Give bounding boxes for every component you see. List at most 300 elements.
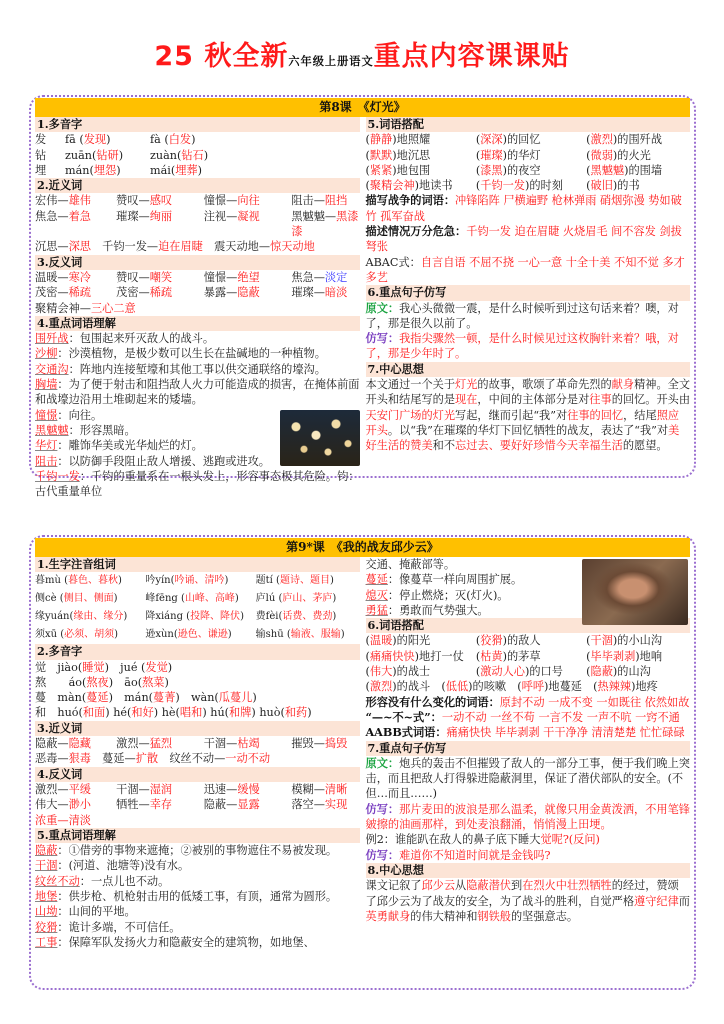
text-segment: 蔓延— (90, 752, 136, 766)
section-heading: 6.词语搭配 (366, 618, 691, 633)
word-cell (116, 736, 204, 751)
answer-text: 稀疏 (149, 286, 173, 300)
text-segment: ) wàn( (175, 691, 219, 705)
text-segment: ) (197, 163, 202, 177)
word-row (35, 209, 360, 240)
key-term: 山坳 (35, 905, 58, 919)
answer-text: 和牌 (229, 706, 252, 720)
text-segment: ( (475, 133, 481, 147)
answer-text: 渺小 (68, 798, 91, 812)
text-segment: ) hè( (153, 706, 180, 720)
word-cell (145, 590, 255, 608)
text-segment: ( (365, 179, 370, 193)
section-heading: 2.近义词 (35, 178, 360, 193)
answer-text: 输液、服输 (290, 629, 341, 641)
text-segment: 干涸— (203, 737, 238, 751)
text-line (366, 878, 691, 924)
text-segment: )地疼 (631, 680, 658, 694)
text-segment: 憧憬— (203, 270, 238, 284)
word-cell (256, 626, 360, 644)
text-segment: 震天动地— (202, 240, 271, 254)
text-segment: fā ( (65, 133, 84, 147)
text-segment: ：供步枪、机枪射击用的低矮工事，有顶，通常为圆形。 (57, 890, 338, 904)
answer-text: 往事 (589, 393, 612, 407)
word-cell (35, 782, 116, 797)
answer-text: 痛痛快快 毕毕剥剥 干干净净 清清楚楚 忙忙碌碌 (446, 726, 685, 740)
word-cell (204, 209, 292, 240)
text-line (35, 920, 360, 935)
answer-text: 熬夜 (86, 675, 109, 689)
text-segment: 暴露— (203, 286, 238, 300)
section-heading: 6.重点句子仿写 (366, 285, 691, 300)
text-segment: fà ( (150, 133, 169, 147)
word-cell (35, 132, 65, 147)
text-segment: )的敌人 (502, 634, 541, 648)
right-column (363, 557, 691, 950)
text-segment: ：形容黑暗。 (68, 423, 136, 437)
text-segment: 费fèi( (255, 611, 283, 623)
answer-text: 呼呼 (521, 680, 545, 694)
text-segment: 注视— (203, 209, 238, 223)
key-term: 蔓延 (365, 573, 388, 587)
word-cell (586, 633, 690, 648)
word-row (35, 163, 360, 178)
text-segment: 牺牲— (116, 798, 150, 812)
text-line (366, 710, 691, 725)
text-segment: 形容没有什么变化的词语： (365, 694, 500, 709)
text-segment: ：向往。 (57, 408, 103, 422)
text-segment: 课文记叙了 (365, 879, 422, 893)
answer-text: 狡猾 (480, 634, 503, 648)
answer-text: 埋葬 (175, 163, 198, 177)
text-segment: 恶毒— (35, 752, 69, 766)
word-cell (204, 736, 292, 751)
answer-text: 忘过去、要好好珍惜今天幸福生活 (455, 439, 623, 453)
text-segment: mán( (65, 163, 94, 177)
text-segment: ) (252, 691, 257, 705)
word-cell (35, 193, 116, 208)
text-segment: AABB式词语： (365, 725, 447, 740)
text-segment: 熬 áo( (35, 675, 87, 689)
answer-text: 觉呢?(反问) (540, 833, 600, 847)
text-segment: )的茅草 (502, 649, 541, 663)
text-segment: 而 (678, 894, 690, 908)
answer-text: 雄伟 (68, 194, 91, 208)
answer-text: 浓重—清淡 (35, 813, 91, 827)
text-segment: )的夜空 (502, 163, 541, 177)
text-segment: 逊xùn( (145, 629, 178, 641)
word-cell (35, 209, 116, 240)
text-line (366, 848, 691, 863)
answer-text: 激烈 (369, 680, 393, 694)
answer-text: 扩散 (135, 752, 159, 766)
word-cell (586, 163, 690, 178)
word-cell (35, 608, 145, 626)
answer-text: 题诗、题目 (279, 575, 330, 587)
answer-text: 着急 (68, 209, 91, 223)
answer-text: 和好 (131, 706, 154, 720)
word-cell (291, 285, 359, 300)
answer-text: 灯光 (455, 378, 478, 392)
title-part-2: 六年级上册语文 (288, 55, 374, 68)
title-part-3: 重点内容课课贴 (373, 41, 570, 72)
word-cell (291, 193, 359, 208)
word-cell (586, 148, 690, 163)
answer-text: 激烈 (590, 133, 613, 147)
text-segment: 的回忆。开头由 (611, 393, 691, 407)
word-row (35, 797, 360, 812)
answer-text: 唱和 (179, 706, 203, 720)
word-cell (116, 193, 204, 208)
answer-text: 低低 (445, 680, 469, 694)
lesson-8-card (29, 95, 696, 499)
answer-text: 现在 (455, 393, 478, 407)
text-segment: 赞叹— (116, 194, 150, 208)
word-cell (35, 572, 145, 590)
word-cell (150, 132, 360, 147)
text-segment: ) (118, 575, 122, 587)
lantern-photo (280, 410, 360, 466)
text-segment: ) (234, 593, 239, 605)
word-cell (366, 178, 476, 193)
text-line (366, 255, 691, 286)
answer-text: 白发 (168, 133, 192, 147)
word-cell (476, 163, 586, 178)
answer-text: 钢铁般 (477, 909, 511, 923)
text-segment: 写起，继而引起“我”对 (455, 408, 568, 422)
text-segment: 觉 jiào( (35, 660, 83, 674)
answer-text: 一动不动 (225, 752, 271, 766)
answer-text: 干涸 (590, 634, 613, 648)
section-heading: 1.多音字 (35, 117, 360, 132)
answer-text: 英勇献身 (365, 909, 411, 923)
text-segment: ( (475, 634, 481, 648)
word-row (35, 590, 360, 608)
text-segment: ( (475, 665, 481, 679)
text-segment: ：像蔓草一样向周围扩展。 (387, 573, 523, 587)
text-segment: ，结尾 (623, 408, 657, 422)
answer-text: 发现 (83, 133, 107, 147)
text-line (35, 346, 360, 361)
text-line (35, 239, 360, 254)
text-segment: 沉思— (35, 240, 69, 254)
text-segment: ) (340, 629, 345, 641)
text-segment: 描写战争的词语： (365, 193, 456, 208)
text-segment: ) hú( (202, 706, 230, 720)
word-cell (35, 797, 116, 812)
text-segment: 仿写： (365, 847, 400, 862)
lesson-9-card (29, 535, 696, 990)
word-row (366, 178, 691, 193)
text-line (35, 377, 360, 408)
text-segment: ) mán( (108, 691, 154, 705)
text-segment: 和不 (432, 439, 456, 453)
text-segment: ( (365, 163, 370, 177)
word-cell (116, 270, 204, 285)
text-segment: )的战斗 ( (392, 680, 446, 694)
answer-text: 清晰 (324, 782, 348, 796)
answer-text: 献身 (611, 378, 635, 392)
word-cell (116, 782, 204, 797)
answer-text: 吟诵、清吟 (174, 575, 225, 587)
text-line (366, 224, 691, 255)
text-segment: ( (586, 665, 591, 679)
text-segment: ：诡计多端，不可信任。 (57, 920, 181, 934)
text-segment: ) (106, 133, 111, 147)
text-segment: 须xū ( (35, 629, 65, 641)
text-segment: ABAC式： (365, 255, 421, 269)
answer-text: 痛痛快快 (369, 649, 415, 663)
key-term: 工事 (35, 935, 58, 949)
text-segment: ) (118, 148, 124, 162)
text-segment: ( (586, 179, 591, 193)
answer-text: 深思 (68, 240, 91, 254)
key-term: 干涸 (35, 859, 58, 873)
text-segment: ：保障军队发扬火力和隐蔽安全的建筑物，如地堡、 (57, 935, 315, 949)
answer-text: 凝视 (237, 209, 260, 223)
answer-text: 显露 (237, 798, 260, 812)
answer-text: 湿润 (149, 782, 173, 796)
word-row (35, 782, 360, 797)
text-segment: 淡定 (324, 270, 348, 284)
text-segment: 焦急— (35, 209, 69, 223)
key-term: 隐蔽 (35, 844, 58, 858)
text-segment: 精神。全文开头和结尾写的是 (365, 378, 691, 407)
text-segment: 本文通过一个关于 (365, 378, 456, 392)
text-segment: ) (123, 611, 128, 623)
answer-text: 天安门广场的灯光 (365, 408, 456, 422)
word-cell (116, 797, 204, 812)
text-segment: 茂密— (116, 286, 150, 300)
word-cell (291, 782, 359, 797)
text-segment: ：①借旁的事物来遮掩；②被别的事物遮住不易被发现。 (57, 844, 338, 858)
word-row (35, 132, 360, 147)
text-segment: 描述情况万分危急： (365, 224, 467, 239)
text-segment: )的阳光 (392, 634, 431, 648)
text-segment: )的火光 (612, 148, 651, 162)
text-line (35, 705, 360, 720)
text-segment: ：停止燃烧；灭(灯火)。 (387, 588, 509, 602)
text-segment: 的故事，歌颂了革命先烈的 (477, 378, 612, 392)
word-cell (291, 797, 359, 812)
answer-text: 话费、费劲 (282, 611, 333, 623)
text-segment: ( (586, 133, 591, 147)
text-segment: 的坚强意志。 (510, 909, 579, 923)
answer-text: 漆黑 (480, 163, 503, 177)
text-segment: 璀璨— (116, 209, 150, 223)
answer-text: 枯竭 (237, 737, 260, 751)
answer-text: 和药 (284, 706, 308, 720)
text-segment: )的华灯 (502, 148, 541, 162)
answer-text: 暮色、暮秋 (68, 575, 119, 587)
answer-text: 惊天动地 (270, 240, 315, 254)
text-segment: ：沙漠植物，是极少数可以生长在盐碱地的一种植物。 (57, 347, 326, 361)
word-cell (116, 285, 204, 300)
text-line (366, 377, 691, 453)
word-row (35, 270, 360, 285)
answer-text: 熬菜 (142, 675, 165, 689)
answer-text: 缓慢 (237, 782, 260, 796)
word-cell (291, 736, 359, 751)
text-segment: 暮mù ( (35, 575, 69, 587)
answer-text: 紧紧 (369, 163, 393, 177)
text-segment: 庐lú ( (255, 593, 283, 605)
answer-text: 黑漆漆 (291, 209, 359, 239)
answer-text: 实现 (324, 798, 348, 812)
text-segment: ：(河道、池塘等)没有水。 (57, 859, 190, 873)
text-segment: ) (167, 660, 173, 674)
text-segment: 钻 (35, 148, 47, 162)
text-segment: 的伟大精神和 (410, 909, 478, 923)
answer-text: 蔓菁 (153, 691, 176, 705)
text-segment: 的愿望。 (622, 439, 668, 453)
word-cell (204, 797, 292, 812)
answer-text: 幸存 (149, 798, 173, 812)
text-segment: zuān( (65, 148, 97, 162)
word-cell (366, 649, 476, 664)
text-line (366, 802, 691, 833)
text-segment: 发 (35, 133, 47, 147)
answer-text: 美好生活的赞美 (365, 423, 680, 453)
word-cell (35, 736, 116, 751)
answer-text: 绝望 (237, 270, 260, 284)
text-segment: 千钧一发— (90, 240, 159, 254)
answer-text: 一动不动 一丝不苟 一言不发 一声不吭 一窍不通 (441, 710, 680, 724)
text-segment: ( (475, 649, 481, 663)
text-segment: 埋 (35, 163, 47, 177)
answer-text: 千钧一发 (480, 179, 525, 193)
answer-text: 发觉 (145, 660, 168, 674)
word-cell (366, 664, 476, 679)
key-term: 千钧一发 (35, 469, 80, 483)
text-line (35, 331, 360, 346)
word-row (35, 285, 360, 300)
answer-text: 寒冷 (68, 270, 91, 284)
text-segment: ) (240, 611, 244, 623)
answer-text: 千钧一发 迫在眉睫 火烧眉毛 间不容发 剑拔弩张 (365, 225, 682, 254)
word-cell (150, 163, 360, 178)
key-term: 围歼战 (35, 332, 69, 346)
word-row (366, 649, 691, 664)
text-segment: 蔓 màn( (35, 691, 87, 705)
text-segment: ) (332, 611, 337, 623)
text-segment: ( (586, 634, 591, 648)
word-row (366, 163, 691, 178)
key-term: 沙柳 (35, 347, 58, 361)
text-line (35, 874, 360, 889)
section-heading: 7.重点句子仿写 (366, 741, 691, 756)
text-segment: 吟yín( (145, 575, 175, 587)
text-segment: 降xiáng ( (145, 611, 191, 623)
text-segment: 仿写： (365, 801, 400, 816)
word-cell (291, 209, 359, 240)
text-segment: ( (586, 649, 591, 663)
answer-text: 冲锋陷阵 尸横遍野 枪林弹雨 硝烟弥漫 势如破竹 孤军奋战 (365, 194, 682, 223)
text-segment: 茂密— (35, 286, 69, 300)
word-cell (65, 148, 150, 163)
answer-text: 钻研 (96, 148, 119, 162)
text-segment: 激烈— (116, 737, 150, 751)
answer-text: 枯黄 (480, 649, 503, 663)
text-segment: 阻击— (291, 194, 325, 208)
text-segment: )的回忆 (502, 133, 541, 147)
text-segment: ( (365, 665, 370, 679)
answer-text: 默默 (369, 148, 393, 162)
page-title (0, 34, 724, 73)
answer-text: 绚丽 (149, 209, 173, 223)
answer-text: 向往 (237, 194, 260, 208)
answer-text: 山峰、高峰 (184, 593, 235, 605)
answer-text: 原封不动 一成不变 一如既往 依然如故 (499, 695, 690, 709)
word-cell (476, 633, 586, 648)
text-segment: )的战士 (392, 665, 431, 679)
text-line (366, 301, 691, 332)
word-cell (256, 608, 360, 626)
section-heading: 3.反义词 (35, 255, 360, 270)
text-segment: ( (586, 163, 591, 177)
word-cell (366, 148, 476, 163)
text-segment: 激烈— (35, 782, 69, 796)
answer-text: 隐蔽潜伏 (466, 879, 511, 893)
text-segment: )的山沟 (612, 665, 651, 679)
text-segment: 题tí ( (255, 575, 280, 587)
text-segment: ) huò( (251, 706, 285, 720)
word-row (366, 132, 691, 147)
text-segment: )地蔓延 ( (544, 680, 598, 694)
word-cell (586, 664, 690, 679)
section-heading: 4.反义词 (35, 767, 360, 782)
key-term: 勇猛 (365, 603, 388, 617)
word-cell (116, 209, 204, 240)
section-heading: 5.词语搭配 (366, 117, 691, 132)
word-cell (145, 572, 255, 590)
word-cell (35, 626, 145, 644)
word-cell (366, 132, 476, 147)
answer-text: 迫在眉睫 (158, 240, 203, 254)
text-segment: ) (114, 629, 119, 641)
text-segment: 仿写： (365, 331, 400, 346)
text-segment: )的围歼战 (612, 133, 663, 147)
answer-text: 嘲笑 (149, 270, 173, 284)
word-cell (204, 782, 292, 797)
text-segment: ) āo( (108, 675, 143, 689)
word-cell (65, 132, 150, 147)
answer-text: 瓜蔓儿 (218, 691, 253, 705)
text-segment: ( (365, 649, 370, 663)
word-cell (586, 178, 690, 193)
text-segment: ) jué ( (104, 660, 146, 674)
word-cell (145, 608, 255, 626)
text-segment: ：以防御手段阻止敌人增援、逃跑或进攻。 (57, 454, 270, 468)
key-term: 狡猾 (35, 920, 58, 934)
text-segment: ( (365, 133, 370, 147)
text-segment: ( (475, 179, 481, 193)
answer-text: 缘由、缘分 (73, 611, 124, 623)
text-segment: )的口号 (524, 665, 563, 679)
text-segment: ：雕饰华美或光华灿烂的灯。 (57, 439, 203, 453)
answer-text: 深深 (480, 133, 503, 147)
answer-text: 和面 (82, 706, 106, 720)
text-segment: )的小山沟 (612, 634, 663, 648)
text-segment: 原文： (365, 300, 400, 315)
answer-text: 睡觉 (82, 660, 105, 674)
word-cell (586, 132, 690, 147)
key-term: 地堡 (35, 890, 58, 904)
text-segment: ) (164, 675, 169, 689)
text-segment: 摧毁— (291, 737, 325, 751)
text-line (35, 904, 360, 919)
answer-text: 那片麦田的波浪是那么温柔，就像只用金黄泼洒，不用笔锋皴擦的油画那样，到处麦浪翻涌，悄悄漫上田埂。 (365, 802, 690, 832)
